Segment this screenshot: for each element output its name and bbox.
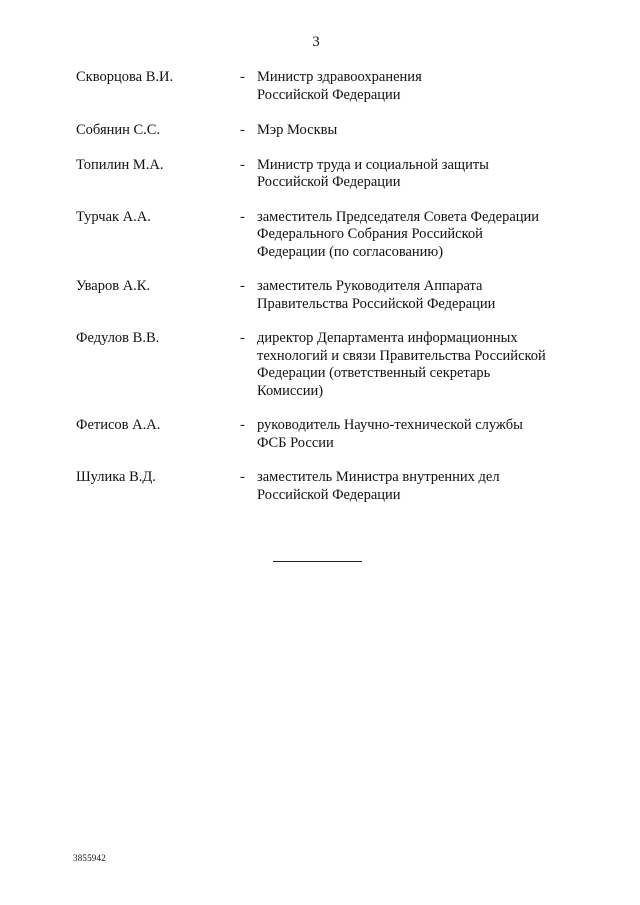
member-entry bbox=[76, 69, 576, 104]
end-divider-line bbox=[273, 561, 362, 562]
member-entry bbox=[76, 122, 576, 140]
member-name: Уваров А.К. bbox=[76, 278, 151, 294]
member-name: Шулика В.Д. bbox=[76, 469, 156, 485]
member-entry bbox=[76, 278, 576, 313]
member-role: заместитель Руководителя Аппарата Правительства Российской Федерации bbox=[257, 278, 496, 312]
member-dash: - bbox=[240, 330, 245, 346]
member-entry bbox=[76, 330, 576, 400]
member-dash: - bbox=[240, 469, 245, 485]
member-role: Министр труда и социальной защиты Российской Федерации bbox=[257, 156, 489, 190]
member-name: Топилин М.А. bbox=[76, 156, 164, 173]
member-dash: - bbox=[240, 278, 245, 294]
member-name: Турчак А.А. bbox=[76, 208, 151, 225]
member-role: директор Департамента информационных технологий и связи Правительства Российской Федерации (ответственный секретарь Комиссии) bbox=[257, 330, 546, 399]
member-entry bbox=[76, 469, 576, 504]
member-name: Скворцова В.И. bbox=[76, 69, 174, 85]
member-dash: - bbox=[240, 122, 245, 138]
member-role: Министр здравоохранения Российской Федерации bbox=[257, 69, 422, 103]
member-name: Федулов В.В. bbox=[76, 330, 160, 346]
member-role: руководитель Научно-технической службы ФСБ России bbox=[257, 417, 523, 451]
member-role: заместитель Министра внутренних дел Российской Федерации bbox=[257, 469, 500, 503]
member-entry bbox=[76, 157, 576, 192]
member-dash: - bbox=[240, 69, 245, 85]
document-id: 3855942 bbox=[73, 853, 106, 863]
members-list bbox=[76, 69, 576, 504]
member-dash: - bbox=[240, 417, 245, 433]
member-dash: - bbox=[240, 156, 245, 173]
member-role: заместитель Председателя Совета Федерации Федерального Собрания Российской Федерации (по согласованию) bbox=[257, 208, 540, 260]
member-name: Фетисов А.А. bbox=[76, 417, 161, 433]
member-name: Собянин С.С. bbox=[76, 122, 161, 138]
member-role: Мэр Москвы bbox=[257, 122, 338, 138]
member-dash: - bbox=[240, 208, 245, 225]
member-entry bbox=[76, 209, 576, 262]
page-number: 3 bbox=[312, 34, 320, 50]
member-entry bbox=[76, 417, 576, 452]
